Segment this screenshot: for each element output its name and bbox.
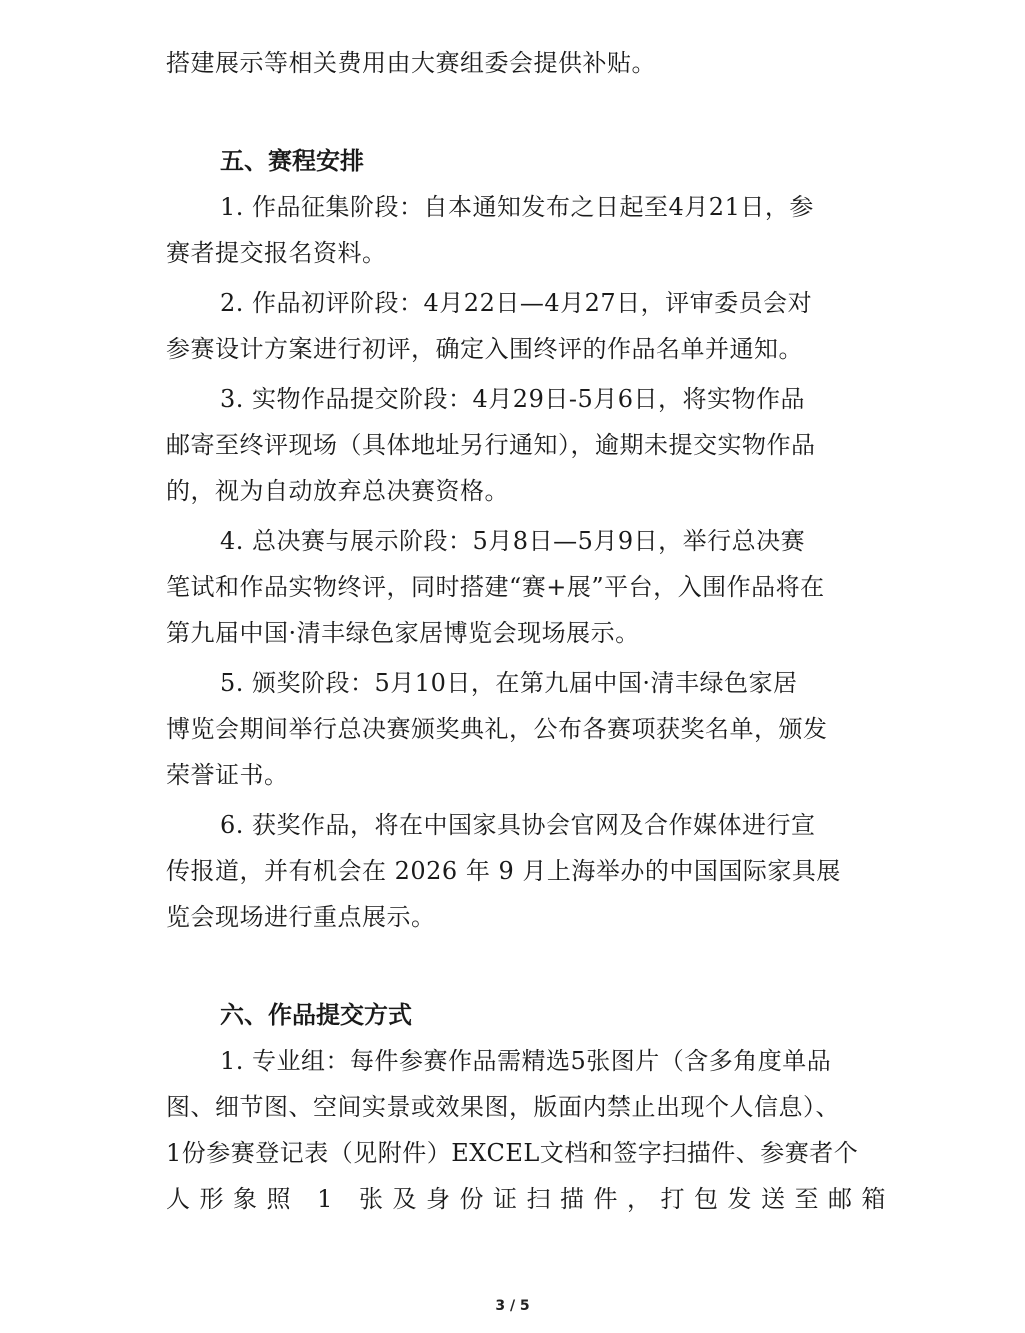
paragraph-line: 笔试和作品实物终评，同时搭建“赛+展”平台，入围作品将在 [166,573,825,601]
paragraph-line: 6. 获奖作品，将在中国家具协会官网及合作媒体进行宣 [220,811,816,839]
schedule-item-2 [166,280,886,372]
paragraph-line: 搭建展示等相关费用由大赛组委会提供补贴。 [166,49,656,77]
paragraph-line: 第九届中国·清丰绿色家居博览会现场展示。 [166,619,640,647]
paragraph-line: 4. 总决赛与展示阶段：5月8日—5月9日，举行总决赛 [220,527,806,555]
paragraph-line: 图、细节图、空间实景或效果图，版面内禁止出现个人信息）、 [166,1093,840,1121]
paragraph-line: 1. 作品征集阶段：自本通知发布之日起至4月21日，参 [220,193,814,221]
schedule-item-4 [166,518,886,656]
schedule-item-6 [166,802,886,940]
schedule-item-3 [166,376,886,514]
paragraph-line: 5. 颁奖阶段：5月10日，在第九届中国·清丰绿色家居 [220,669,798,697]
schedule-item-5 [166,660,886,798]
paragraph-line: 参赛设计方案进行初评，确定入围终评的作品名单并通知。 [166,335,803,363]
paragraph-line: 荣誉证书。 [166,761,289,789]
paragraph-line: 1. 专业组：每件参赛作品需精选5张图片（含多角度单品 [220,1047,832,1075]
document-body [166,40,896,1222]
paragraph-line: 邮寄至终评现场（具体地址另行通知），逾期未提交实物作品 [166,431,816,459]
section-heading-submission: 六、作品提交方式 [220,1001,412,1029]
paragraph-line: 的，视为自动放弃总决赛资格。 [166,477,509,505]
paragraph-line: 1份参赛登记表（见附件）EXCEL文档和签字扫描件、参赛者个 [166,1139,859,1167]
paragraph-line: 人形象照 1 张及身份证扫描件，打包发送至邮箱 [166,1185,896,1213]
schedule-item-1 [166,184,886,276]
page-number: 3 / 5 [495,1298,530,1314]
paragraph-line: 2. 作品初评阶段：4月22日—4月27日，评审委员会对 [220,289,813,317]
section-heading-schedule: 五、赛程安排 [220,147,364,175]
paragraph-line: 传报道，并有机会在 2026 年 9 月上海举办的中国国际家具展 [166,857,841,885]
submission-item-1 [166,1038,896,1222]
paragraph-line: 览会现场进行重点展示。 [166,903,436,931]
paragraph-line: 博览会期间举行总决赛颁奖典礼，公布各赛项获奖名单，颁发 [166,715,828,743]
paragraph-line: 赛者提交报名资料。 [166,239,387,267]
paragraph-line: 3. 实物作品提交阶段：4月29日-5月6日，将实物作品 [220,385,805,413]
